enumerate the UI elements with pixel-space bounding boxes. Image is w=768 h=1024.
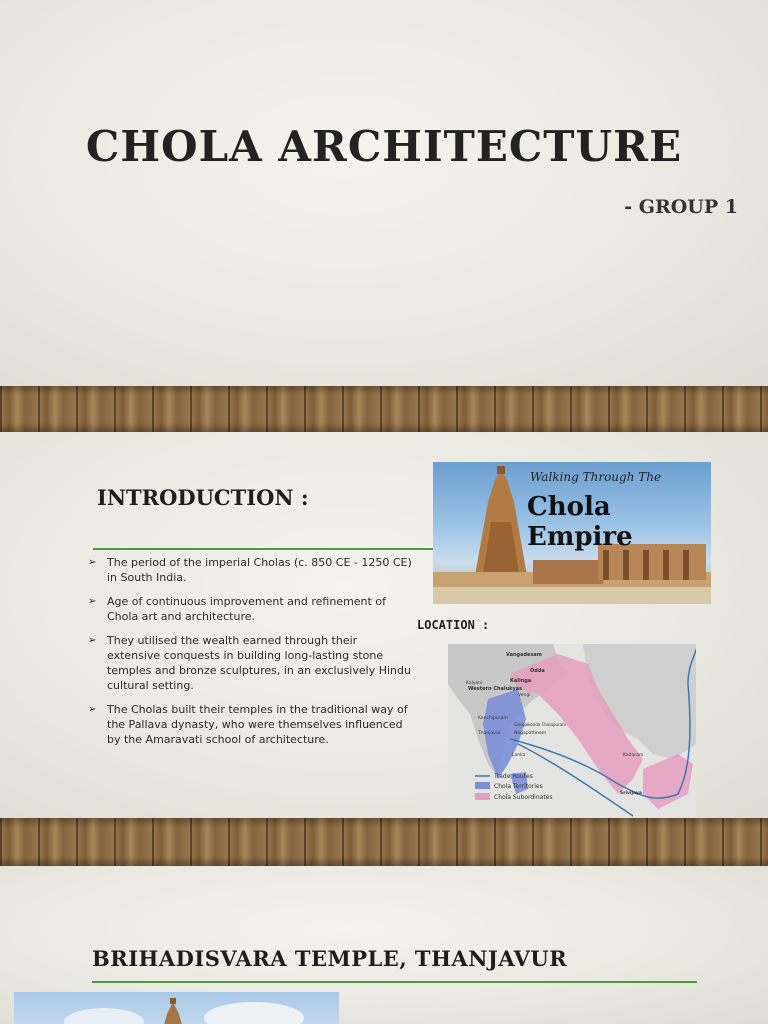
introduction-slide [0, 432, 768, 818]
brihadisvara-slide [0, 866, 768, 1024]
heading-underline [93, 548, 436, 550]
brihadisvara-heading: BRIHADISVARA TEMPLE, THANJAVUR [92, 946, 568, 971]
svg-text:Vangadesam: Vangadesam [506, 652, 543, 658]
legend-territory-swatch [475, 782, 490, 789]
svg-text:Nagapattinam: Nagapattinam [514, 731, 547, 736]
svg-text:Trade Routes: Trade Routes [494, 773, 533, 780]
heading-underline [92, 981, 697, 983]
introduction-heading: INTRODUCTION : [97, 485, 309, 510]
svg-text:Kalyani: Kalyani [466, 681, 483, 686]
banner-tagline: Walking Through The [530, 470, 662, 484]
svg-text:Chola Subordinates: Chola Subordinates [494, 794, 553, 801]
banner-title: Chola Empire [527, 492, 633, 552]
svg-text:Gangaikonda Cholapuram: Gangaikonda Cholapuram [514, 722, 567, 727]
slide-subtitle: - GROUP 1 [624, 196, 738, 218]
svg-text:Western Chalukyas: Western Chalukyas [468, 686, 523, 692]
legend-subordinate-swatch [475, 793, 490, 800]
arrow-bullet-icon: ➢ [88, 596, 97, 607]
svg-text:Odda: Odda [530, 668, 545, 674]
chola-empire-banner-image [433, 462, 711, 604]
slide-title: CHOLA ARCHITECTURE [85, 122, 683, 171]
svg-text:Kalinga: Kalinga [510, 678, 532, 684]
svg-text:Vengi: Vengi [518, 693, 531, 698]
introduction-bullet-list [88, 555, 413, 756]
bullet-item: ➢ They utilised the wealth earned through their extensive conquests in building long-lasting stone temples and bronze sculptures, in an exclusively Hindu cultural setting. [88, 634, 411, 692]
svg-text:Chola Territories: Chola Territories [494, 783, 543, 790]
chola-empire-map [448, 644, 696, 818]
svg-text:Thanjavur: Thanjavur [478, 731, 501, 736]
wood-divider [0, 818, 768, 866]
arrow-bullet-icon: ➢ [88, 704, 97, 715]
svg-text:Lanka: Lanka [512, 753, 526, 758]
svg-text:Kanchipuram: Kanchipuram [478, 716, 508, 721]
bullet-item: ➢ Age of continuous improvement and refinement of Chola art and architecture. [88, 595, 386, 623]
bullet-item: ➢ The Cholas built their temples in the traditional way of the Pallava dynasty, who were themselves influenced by the Amaravati school of architecture. [88, 703, 408, 746]
svg-text:Srivijaya: Srivijaya [620, 791, 642, 796]
location-label: LOCATION : [417, 618, 490, 632]
bullet-item: ➢ The period of the imperial Cholas (c. 850 CE - 1250 CE) in South India. [88, 556, 412, 584]
arrow-bullet-icon: ➢ [88, 635, 97, 646]
title-slide [0, 0, 768, 386]
wood-divider [0, 386, 768, 432]
svg-text:Kadaram: Kadaram [623, 753, 644, 758]
brihadisvara-temple-photo [14, 992, 339, 1024]
arrow-bullet-icon: ➢ [88, 557, 97, 568]
